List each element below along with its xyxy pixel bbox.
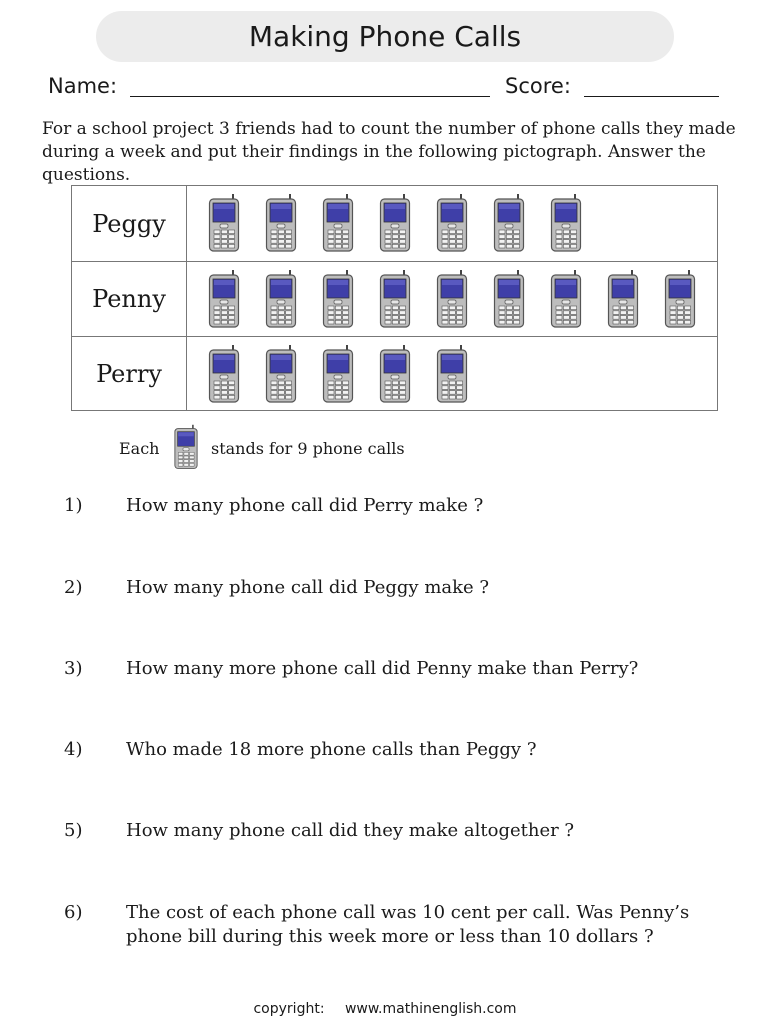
pictograph-row-perry — [72, 337, 717, 410]
mobile-phone-icon — [265, 269, 297, 329]
name-score-row — [48, 72, 728, 102]
mobile-phone-icon — [208, 344, 240, 404]
mobile-phone-icon — [379, 344, 411, 404]
question-number: 1) — [64, 495, 83, 516]
name-label: Name: — [48, 74, 118, 98]
mobile-phone-icon — [493, 269, 525, 329]
question-number: 5) — [64, 820, 83, 841]
mobile-phone-icon — [265, 344, 297, 404]
mobile-phone-icon — [208, 193, 240, 253]
mobile-phone-icon — [493, 193, 525, 253]
mobile-phone-icon — [436, 344, 468, 404]
mobile-phone-icon — [322, 193, 354, 253]
question-number: 6) — [64, 902, 83, 923]
mobile-phone-icon — [322, 344, 354, 404]
copyright-site: www.mathinenglish.com — [344, 1001, 517, 1017]
question-number: 4) — [64, 739, 83, 760]
mobile-phone-icon — [436, 269, 468, 329]
question-text: Who made 18 more phone calls than Peggy ? — [126, 739, 537, 760]
mobile-phone-icon — [550, 193, 582, 253]
mobile-phone-icon — [379, 269, 411, 329]
pictograph-row-penny — [72, 262, 717, 337]
question-text: How many phone call did Peggy make ? — [126, 577, 490, 598]
pictograph-row-label: Perry — [72, 337, 187, 410]
mobile-phone-icon — [550, 269, 582, 329]
question-text: How many phone call did Perry make ? — [126, 495, 484, 516]
pictograph-key — [119, 424, 519, 470]
mobile-phone-icon — [265, 193, 297, 253]
intro-paragraph: For a school project 3 friends had to count the number of phone calls they made during a week and put their findings in the following pictograph. Answer the questions. — [42, 119, 736, 185]
copyright-footer — [0, 1001, 770, 1017]
worksheet-title: Making Phone Calls — [248, 20, 522, 53]
mobile-phone-icon — [208, 269, 240, 329]
score-blank-line — [584, 96, 719, 97]
mobile-phone-icon — [664, 269, 696, 329]
pictograph-row-label: Peggy — [72, 186, 187, 261]
key-each-label: Each — [119, 439, 160, 458]
name-blank-line — [130, 96, 490, 97]
mobile-phone-icon — [173, 424, 199, 470]
pictograph-row-icons — [187, 186, 717, 261]
pictograph-row-icons — [187, 262, 717, 336]
mobile-phone-icon — [322, 269, 354, 329]
pictograph-table — [71, 185, 718, 411]
mobile-phone-icon — [607, 269, 639, 329]
pictograph-row-label: Penny — [72, 262, 187, 336]
score-label: Score: — [505, 74, 571, 98]
key-stands-for-label: stands for 9 phone calls — [211, 439, 405, 458]
question-number: 2) — [64, 577, 83, 598]
mobile-phone-icon — [379, 193, 411, 253]
question-text: The cost of each phone call was 10 cent per call. Was Penny’s phone bill during this week more or less than 10 dollars ? — [126, 902, 690, 947]
question-number: 3) — [64, 658, 83, 679]
pictograph-row-peggy — [72, 186, 717, 262]
copyright-label: copyright: — [253, 1001, 325, 1017]
worksheet-title-bar — [96, 11, 674, 62]
mobile-phone-icon — [436, 193, 468, 253]
question-text: How many phone call did they make altogether ? — [126, 820, 575, 841]
question-text: How many more phone call did Penny make than Perry? — [126, 658, 639, 679]
pictograph-row-icons — [187, 337, 717, 410]
